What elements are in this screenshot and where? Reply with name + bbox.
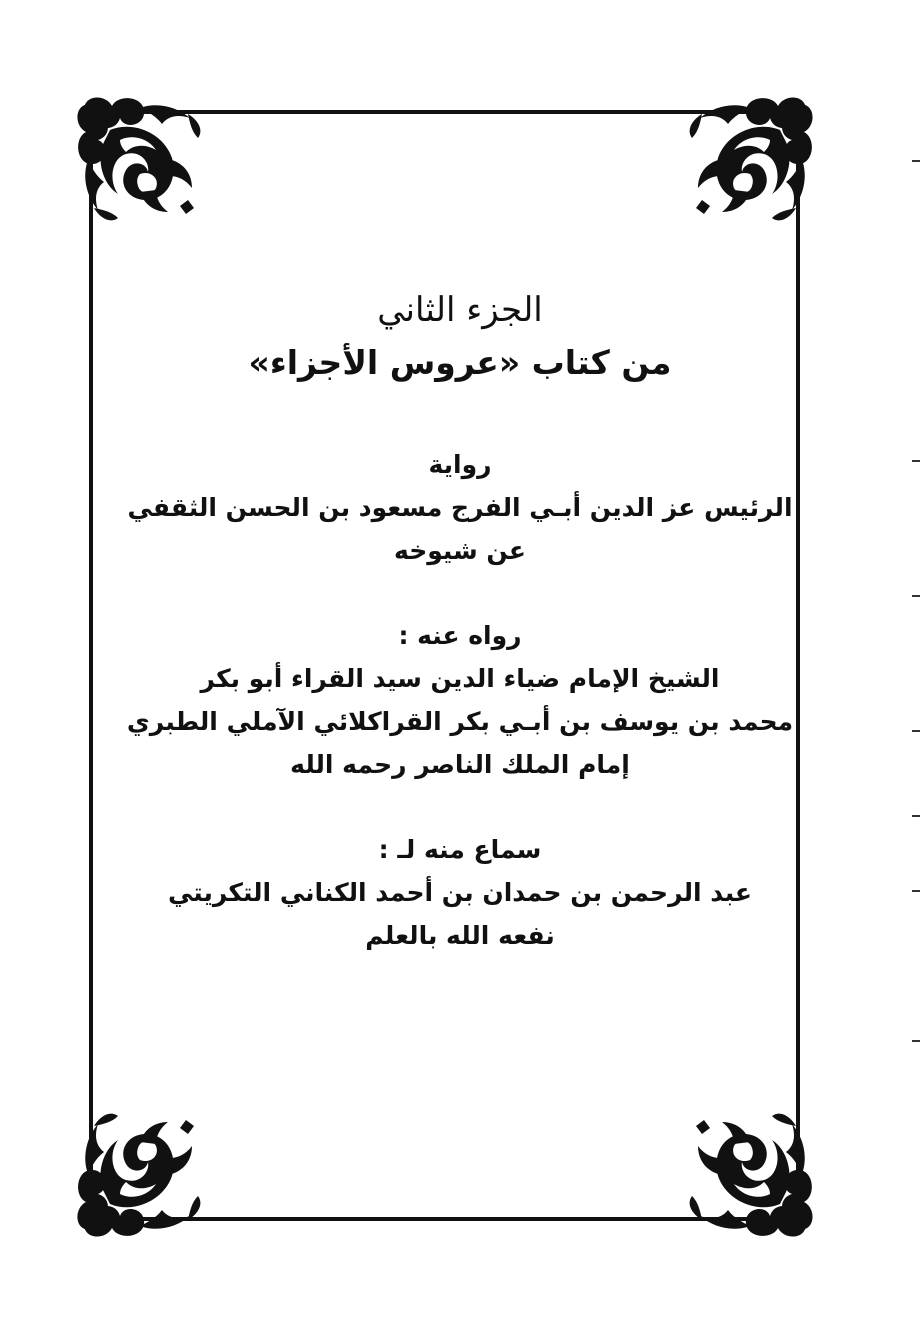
book-title: من كتاب «عروس الأجزاء»: [248, 343, 672, 382]
scan-edge-mark: [912, 1040, 920, 1042]
part-title: الجزء الثاني: [377, 290, 543, 330]
narrated-by-label: رواه عنه :: [398, 621, 522, 650]
audition-line-2: نفعه الله بالعلم: [365, 921, 555, 950]
scan-edge-mark: [912, 595, 920, 597]
audition-line-1: عبد الرحمن بن حمدان بن أحمد الكناني التكريتي: [167, 878, 753, 907]
narration-label: رواية: [428, 450, 492, 479]
title-page-text: [120, 285, 800, 957]
narrated-by-line-2: محمد بن يوسف بن أبـي بكر القراكلائي الآملي الطبري: [126, 707, 794, 736]
scan-edge-mark: [912, 460, 920, 462]
scan-edge-mark: [912, 160, 920, 162]
narrator-name: الرئيس عز الدين أبـي الفرج مسعود بن الحسن الثقفي: [127, 493, 793, 522]
audition-label: سماع منه لـ :: [378, 835, 542, 864]
narrator-from-sheikhs: عن شيوخه: [394, 536, 526, 565]
scan-edge-mark: [912, 730, 920, 732]
scan-edge-mark: [912, 890, 920, 892]
scan-edge-mark: [912, 815, 920, 817]
narrated-by-line-1: الشيخ الإمام ضياء الدين سيد القراء أبو بكر: [200, 664, 720, 693]
narrated-by-line-3: إمام الملك الناصر رحمه الله: [290, 750, 630, 779]
